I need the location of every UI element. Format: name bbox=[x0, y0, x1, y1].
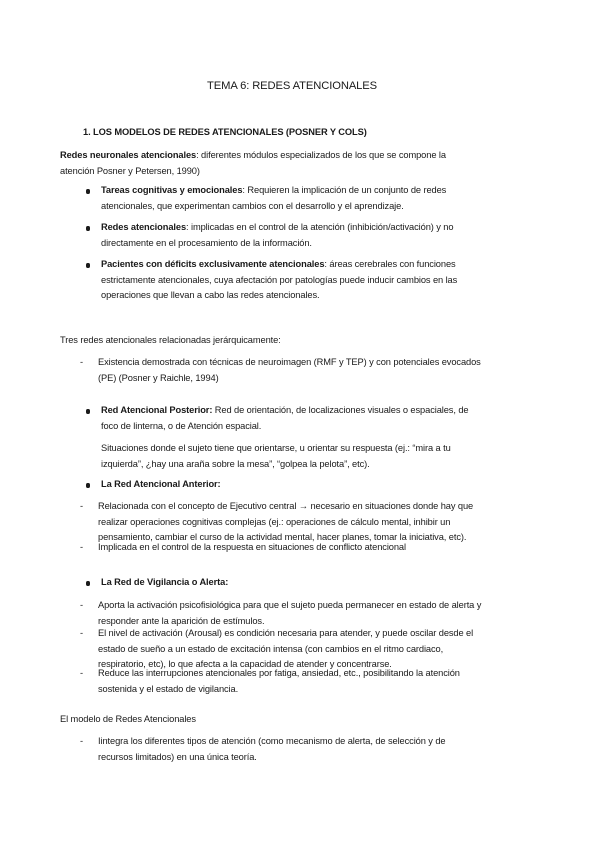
existencia-item bbox=[98, 355, 481, 386]
intro-text-1: : diferentes módulos especializados de los que se compone la bbox=[196, 150, 446, 160]
dash-marker: - bbox=[80, 501, 84, 511]
bullet-icon bbox=[86, 226, 90, 231]
bullet-item bbox=[101, 257, 457, 304]
bullet-text: directamente en el procesamiento de la información. bbox=[101, 237, 312, 248]
bullet-icon bbox=[86, 483, 90, 488]
posterior-line-1: Red de orientación, de localizaciones visuales o espaciales, de bbox=[212, 405, 469, 415]
posterior-item bbox=[101, 403, 468, 472]
posterior-line-4: izquierda”, ¿hay una araña sobre la mesa”, “golpea la pelota”, etc). bbox=[101, 458, 370, 469]
bullet-text: estrictamente atencionales, cuya afectación por patologías puede inducir cambios en las bbox=[101, 274, 458, 285]
bullet-icon bbox=[86, 263, 90, 268]
vigilancia-item-2-line-2: estado de sueño a un estado de excitación intensa (con cambios en el ritmo cardiaco, bbox=[98, 643, 444, 654]
bullet-icon bbox=[86, 409, 90, 414]
modelo-heading: El modelo de Redes Atencionales bbox=[60, 714, 196, 724]
dash-marker: - bbox=[80, 357, 84, 367]
vigilancia-item-3 bbox=[98, 666, 460, 697]
bullet-icon bbox=[86, 581, 90, 586]
vigilancia-item-1-line-2: responder ante la aparición de estímulos. bbox=[98, 615, 265, 626]
dash-marker: - bbox=[80, 668, 84, 678]
intro-text-2: atención Posner y Petersen, 1990) bbox=[60, 165, 200, 176]
vigilancia-item-1 bbox=[98, 598, 481, 629]
bullet-text: : Requieren la implicación de un conjunto de redes bbox=[242, 185, 447, 195]
anterior-item-1-line-2: realizar operaciones cognitivas complejas (ej.: operaciones de cálculo mental, inhibir un bbox=[98, 516, 451, 527]
dash-marker: - bbox=[80, 628, 84, 638]
dash-marker: - bbox=[80, 542, 84, 552]
posterior-line-2: foco de linterna, o de Atención espacial. bbox=[101, 420, 262, 431]
dash-marker: - bbox=[80, 600, 84, 610]
bullet-label: Pacientes con déficits exclusivamente atencionales bbox=[101, 259, 325, 269]
vigilancia-item-2-line-1: El nivel de activación (Arousal) es condición necesaria para atender, y puede oscilar desde el bbox=[98, 628, 474, 638]
posterior-label: Red Atencional Posterior: bbox=[101, 405, 213, 415]
bullet-item bbox=[101, 183, 446, 214]
tres-redes-text: Tres redes atencionales relacionadas jerárquicamente: bbox=[60, 335, 281, 345]
modelo-line-1: Iintegra los diferentes tipos de atención (como mecanismo de alerta, de selección y de bbox=[98, 736, 446, 746]
bullet-text: : implicadas en el control de la atención (inhibición/activación) y no bbox=[186, 222, 454, 232]
posterior-line-3: Situaciones donde el sujeto tiene que orientarse, u orientar su respuesta (ej.: “mira a tu bbox=[101, 443, 451, 453]
intro-paragraph bbox=[60, 148, 446, 179]
vigilancia-label: La Red de Vigilancia o Alerta: bbox=[101, 577, 229, 587]
intro-label: Redes neuronales atencionales bbox=[60, 150, 197, 160]
bullet-icon bbox=[86, 189, 90, 194]
existencia-line-1: Existencia demostrada con técnicas de neuroimagen (RMF y TEP) y con potenciales evocados bbox=[98, 357, 481, 367]
section-heading: 1. LOS MODELOS DE REDES ATENCIONALES (POSNER Y COLS) bbox=[83, 127, 367, 137]
bullet-label: Redes atencionales bbox=[101, 222, 187, 232]
vigilancia-item-2-line-3: respiratorio, etc), lo que afecta a la capacidad de atender y concentrarse. bbox=[98, 659, 392, 669]
page-title: TEMA 6: REDES ATENCIONALES bbox=[207, 80, 378, 92]
bullet-text: operaciones que llevan a cabo las redes atencionales. bbox=[101, 290, 320, 300]
anterior-item-2: Implicada en el control de la respuesta en situaciones de conflicto atencional bbox=[98, 542, 406, 552]
modelo-item bbox=[98, 734, 445, 765]
dash-marker: - bbox=[80, 736, 84, 746]
anterior-label: La Red Atencional Anterior: bbox=[101, 479, 221, 489]
bullet-text: atencionales, que experimentan cambios con el desarrollo y el aprendizaje. bbox=[101, 200, 404, 211]
anterior-item-1-line-3: pensamiento, cambiar el curso de la actividad mental, hacer planes, tomar la iniciativa, etc). bbox=[98, 532, 467, 542]
anterior-item-1-line-1: Relacionada con el concepto de Ejecutivo central → necesario en situaciones donde hay que bbox=[98, 501, 474, 511]
vigilancia-item-3-line-2: sostenida y el estado de vigilancia. bbox=[98, 683, 239, 694]
existencia-line-2: (PE) (Posner y Raichle, 1994) bbox=[98, 372, 219, 383]
bullet-label: Tareas cognitivas y emocionales bbox=[101, 185, 243, 195]
bullet-text: : áreas cerebrales con funciones bbox=[324, 259, 456, 269]
vigilancia-item-3-line-1: Reduce las interrupciones atencionales por fatiga, ansiedad, etc., posibilitando la atención bbox=[98, 668, 460, 678]
anterior-item-1 bbox=[98, 499, 473, 546]
vigilancia-item-1-line-1: Aporta la activación psicofisiológica para que el sujeto pueda permanecer en estado de alerta y bbox=[98, 600, 482, 610]
bullet-item bbox=[101, 220, 453, 251]
modelo-line-2: recursos limitados) en una única teoría. bbox=[98, 751, 257, 762]
